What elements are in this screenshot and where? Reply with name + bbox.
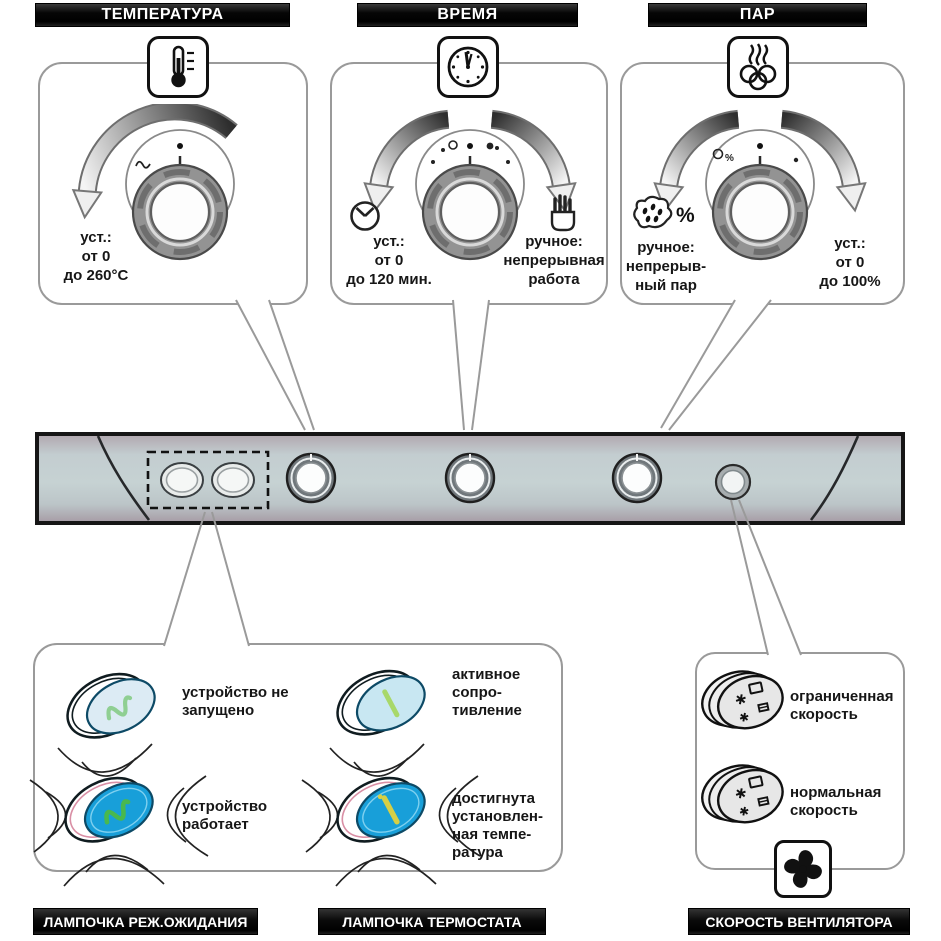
text-line: уст.:	[373, 233, 405, 250]
temperature-title-bar	[35, 3, 290, 27]
fan-button-limited	[700, 662, 796, 744]
text-line: запущено	[182, 702, 255, 719]
text-line: ограниченная	[790, 688, 894, 705]
thermostat-off-text	[452, 666, 562, 720]
standby-on-text	[182, 798, 312, 834]
steam-title-bar	[648, 3, 867, 27]
text-line: устройство не	[182, 684, 289, 701]
text-line: сопро-	[452, 684, 502, 701]
thermostat-label: ЛАМПОЧКА ТЕРМОСТАТА	[342, 913, 522, 930]
text-line: от 0	[81, 248, 111, 265]
text-line: уст.:	[80, 229, 112, 246]
text-line: тивление	[452, 702, 522, 719]
text-line: непрерывная	[503, 252, 605, 269]
fan-iconbox	[774, 840, 832, 898]
panel-knob-temperature[interactable]	[287, 454, 335, 502]
text-line: до 120 мин.	[346, 271, 432, 288]
temperature-range-text	[40, 228, 152, 285]
thermometer-iconbox	[147, 36, 209, 98]
panel-lamp-thermostat[interactable]	[212, 463, 254, 497]
text-line: ный пар	[635, 277, 697, 294]
panel-button-fan-speed[interactable]	[716, 465, 750, 499]
knob-face-percent: %	[725, 153, 734, 164]
control-panel	[35, 432, 905, 525]
time-title-bar	[357, 3, 578, 27]
text-line: работает	[182, 816, 249, 833]
knob-steam[interactable]	[706, 130, 814, 259]
panel-knob-steam[interactable]	[613, 454, 661, 502]
text-line: от 0	[835, 254, 865, 271]
standby-lamp-off	[60, 658, 180, 758]
control-panel-graphic	[39, 436, 901, 521]
thermometer-icon	[153, 42, 203, 92]
clock-iconbox	[437, 36, 499, 98]
steam-droplets-group	[628, 192, 700, 236]
standby-label-bar	[33, 908, 258, 935]
temperature-title: ТЕМПЕРАТУРА	[101, 6, 224, 23]
steam-manual-text	[616, 238, 716, 295]
text-line: до 260°C	[63, 267, 129, 284]
steam-range-text	[800, 234, 900, 291]
standby-label: ЛАМПОЧКА РЕЖ.ОЖИДАНИЯ	[43, 913, 248, 930]
steam-iconbox	[727, 36, 789, 98]
text-line: уст.:	[834, 235, 866, 252]
steam-icon	[732, 41, 784, 93]
time-range-text	[332, 232, 446, 289]
text-line: до 100%	[819, 273, 881, 290]
fan-limited-text	[790, 688, 902, 724]
text-line: скорость	[790, 706, 858, 723]
text-line: ратура	[452, 844, 503, 861]
timer-mode-clock-icon	[347, 198, 383, 234]
fan-button-normal	[700, 756, 796, 838]
text-line: нормальная	[790, 784, 882, 801]
thermostat-lamp-on	[330, 762, 450, 862]
panel-lamp-standby[interactable]	[161, 463, 203, 497]
text-line: достигнута	[452, 790, 535, 807]
text-line: работа	[528, 271, 580, 288]
clock-icon	[443, 42, 493, 92]
thermostat-label-bar	[318, 908, 546, 935]
text-line: активное	[452, 666, 521, 683]
fan-normal-text	[790, 784, 902, 820]
thermostat-lamp-off	[330, 655, 450, 755]
text-line: скорость	[790, 802, 858, 819]
droplets-percent: %	[676, 204, 695, 227]
fan-speed-label-bar	[688, 908, 910, 935]
fan-speed-label: СКОРОСТЬ ВЕНТИЛЯТОРА	[705, 913, 893, 930]
droplets-icon	[628, 192, 700, 236]
standby-lamp-on	[58, 762, 178, 862]
thermostat-on-text	[452, 790, 564, 862]
text-line: от 0	[374, 252, 404, 269]
time-title: ВРЕМЯ	[437, 6, 498, 23]
text-line: установлен-	[452, 808, 543, 825]
panel-knob-time[interactable]	[446, 454, 494, 502]
time-manual-text	[492, 232, 616, 289]
text-line: устройство	[182, 798, 268, 815]
text-line: непрерыв-	[625, 258, 707, 275]
manual-mode-hand-icon	[546, 190, 580, 236]
standby-off-text	[182, 684, 312, 720]
text-line: ручное:	[637, 239, 695, 256]
text-line: ная темпе-	[452, 826, 532, 843]
text-line: ручное:	[525, 233, 583, 250]
steam-title: ПАР	[739, 6, 776, 23]
fan-icon	[778, 844, 828, 894]
